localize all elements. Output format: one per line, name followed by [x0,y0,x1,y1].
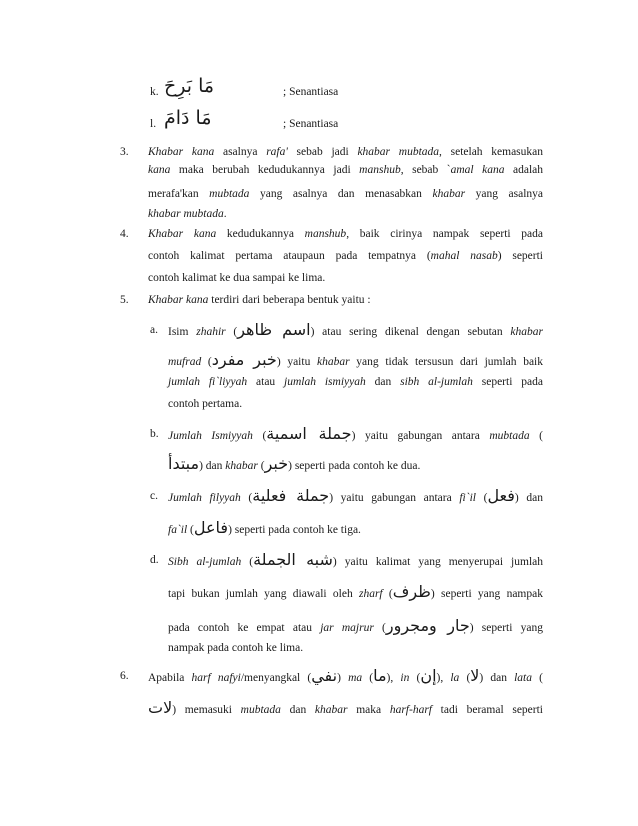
item-number-3: 3. [120,146,129,158]
item-number-6: 6. [120,670,129,682]
sub-a-line4: contoh pertama. [168,398,243,410]
sub-marker-a: a. [150,324,158,336]
item6-line1: Apabila harf nafyi/menyangkal (نفي) ma (ما), in (إن), la (لا) dan lata ( [148,666,543,685]
item-number-5: 5. [120,294,129,306]
sub-marker-c: c. [150,490,158,502]
item3-line1: Khabar kana asalnya rafa' sebab jadi khabar mubtada, setelah kemasukan [148,146,544,158]
sub-c-line1: Jumlah filyyah (جملة فعلية) yaitu gabungan antara fi`il (فعل) dan [168,486,543,505]
sub-d-line1: Sibh al-jumlah (شبه الجملة) yaitu kalimat yang menyerupai jumlah [168,550,543,569]
sub-a-line3: jumlah fi`liyyah atau jumlah ismiyyah dan sibh al-jumlah seperti pada [168,376,543,388]
sub-marker-d: d. [150,554,159,566]
sub-b-line2: مبتدأ) dan khabar (خبر) seperti pada contoh ke dua. [168,454,421,473]
item4-line2: contoh kalimat pertama ataupaun pada tempatnya (mahal nasab) seperti [148,250,544,262]
list-marker-k: k. [150,86,159,98]
sub-d-line4: nampak pada contoh ke lima. [168,642,304,654]
item5-line1: Khabar kana terdiri dari beberapa bentuk yaitu : [148,294,371,306]
meaning-k: ; Senantiasa [283,86,339,98]
item4-line1: Khabar kana kedudukannya manshub, baik cirinya nampak seperti pada [148,228,544,240]
sub-marker-b: b. [150,428,159,440]
sub-d-line3: pada contoh ke empat atau jar majrur (جار ومجرور) seperti yang [168,616,543,635]
item3-line4: khabar mubtada. [148,208,227,220]
sub-c-line2: fa`il (فاعل) seperti pada contoh ke tiga. [168,518,361,537]
item6-line2: لات) memasuki mubtada dan khabar maka harf-harf tadi beramal seperti [148,698,543,717]
arabic-term-ma-dama: مَا دَامَ [164,107,212,129]
sub-a-line1: Isim zhahir (اسم ظاهر) atau sering dikenal dengan sebutan khabar [168,320,543,339]
sub-a-line2: mufrad (خبر مفرد) yaitu khabar yang tidak tersusun dari jumlah baik [168,350,544,369]
item3-line3: merafa'kan mubtada yang asalnya dan menasabkan khabar yang asalnya [148,188,544,200]
item4-line3: contoh kalimat ke dua sampai ke lima. [148,272,326,284]
item-number-4: 4. [120,228,129,240]
item3-line2: kana maka berubah kedudukannya jadi manshub, sebab `amal kana adalah [148,164,544,176]
sub-d-line2: tapi bukan jumlah yang diawali oleh zharf (ظرف) seperti yang nampak [168,582,543,601]
meaning-l: ; Senantiasa [283,118,339,130]
arabic-term-ma-barih: مَا بَرِحَ [164,75,215,97]
list-marker-l: l. [150,118,157,130]
sub-b-line1: Jumlah Ismiyyah (جملة اسمية) yaitu gabungan antara mubtada ( [168,424,543,443]
